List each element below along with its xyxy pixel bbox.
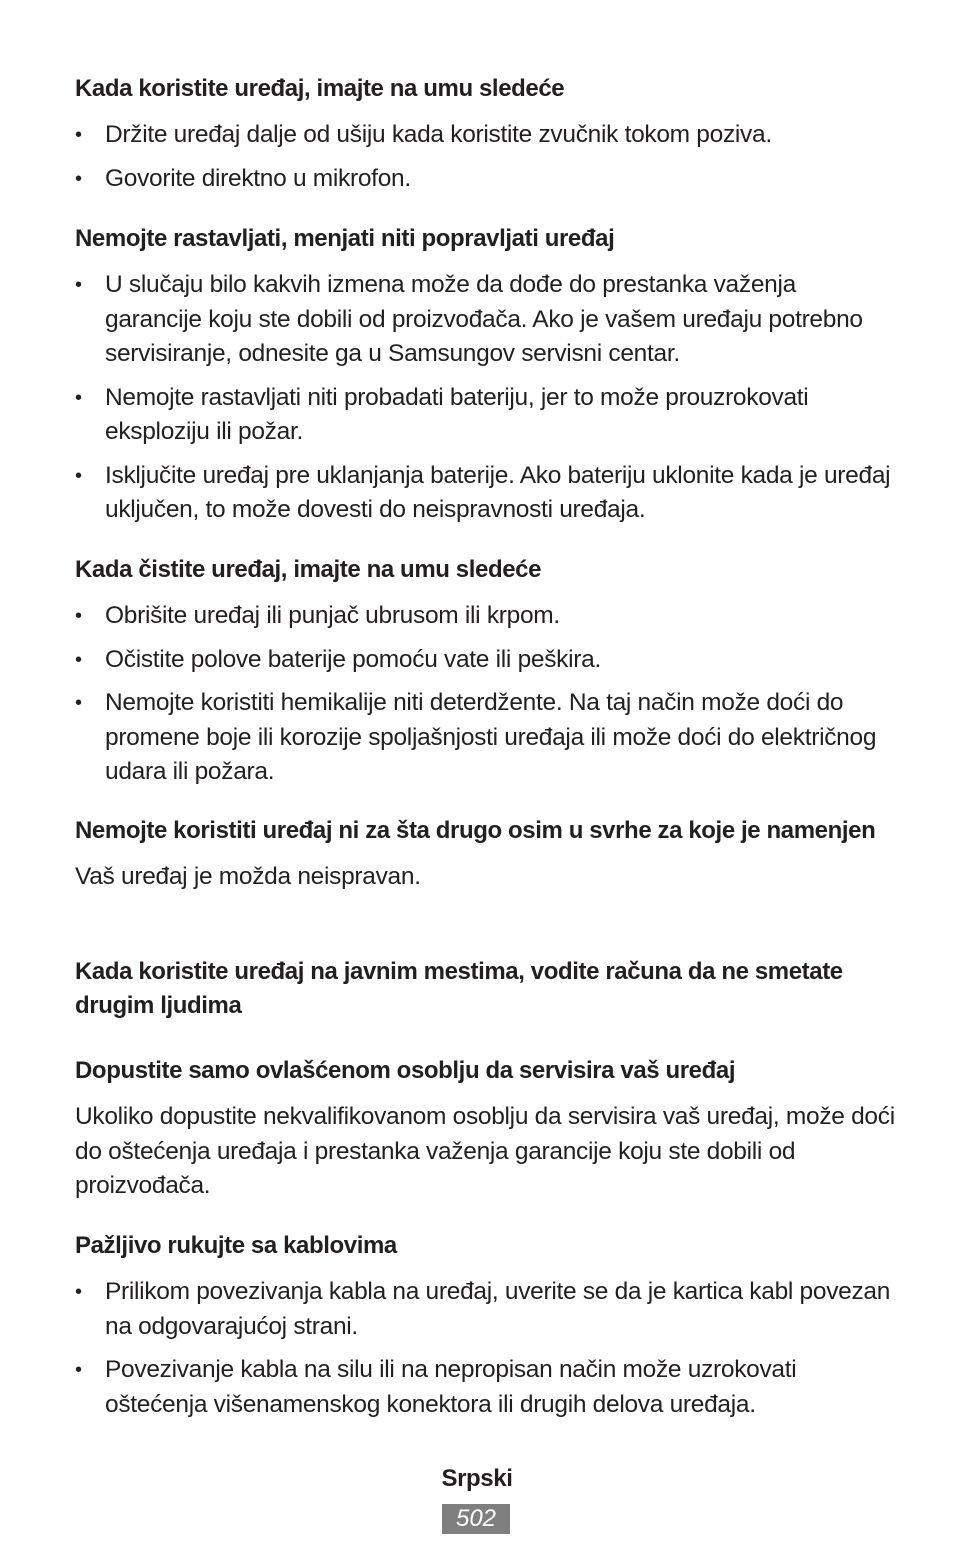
list-item-text: Obrišite uređaj ili punjač ubrusom ili krpom. xyxy=(105,602,560,629)
footer-language: Srpski xyxy=(441,1465,513,1492)
list-item xyxy=(75,599,895,634)
bullet-icon: • xyxy=(75,1281,82,1303)
list-item-text: Nemojte rastavljati niti probadati bateriju, jer to može prouzrokovati eksploziju ili požar. xyxy=(105,383,809,445)
list-item xyxy=(75,686,895,790)
list-item xyxy=(75,643,895,678)
bullet-icon: • xyxy=(75,124,82,146)
section-paragraph: Ukoliko dopustite nekvalifikovanom osoblju da servisira vaš uređaj, može doći do oštećenja uređaja i prestanka važenja garancije koju ste dobili od proizvođača. xyxy=(75,1103,895,1199)
list-item xyxy=(75,459,895,528)
list-item-text: U slučaju bilo kakvih izmena može da dođe do prestanka važenja garancije koju ste dobili od proizvođača. Ako je vašem uređaju potrebno servisiranje, odnesite ga u Samsungov servisni centar. xyxy=(105,271,863,367)
list-item xyxy=(75,1353,895,1422)
section-heading: Pažljivo rukujte sa kablovima xyxy=(75,1232,397,1259)
bullet-icon: • xyxy=(75,464,82,487)
section-heading: Dopustite samo ovlašćenom osoblju da servisira vaš uređaj xyxy=(75,1057,736,1084)
list-item xyxy=(75,1275,895,1344)
section-heading: Kada koristite uređaj na javnim mestima, vodite računa da ne smetate drugim ljudima xyxy=(75,958,843,1019)
bullet-icon: • xyxy=(75,692,82,714)
section-usage-precautions xyxy=(75,72,895,196)
section-public-places xyxy=(75,955,895,1023)
section-cleaning xyxy=(75,553,895,790)
list-item-text: Povezivanje kabla na silu ili na nepropisan način može uzrokovati oštećenja višenamenskog konektora ili drugih delova uređaja. xyxy=(105,1356,797,1418)
section-cables xyxy=(75,1229,895,1422)
section-heading: Kada koristite uređaj, imajte na umu sledeće xyxy=(75,75,565,102)
list-item xyxy=(75,162,895,197)
section-authorized-service xyxy=(75,1054,895,1204)
list-item xyxy=(75,268,895,372)
section-heading: Kada čistite uređaj, imajte na umu sledeće xyxy=(75,556,542,583)
bullet-list xyxy=(75,118,895,196)
bullet-icon: • xyxy=(75,648,82,671)
list-item-text: Očistite polove baterije pomoću vate ili peškira. xyxy=(105,645,601,673)
list-item xyxy=(75,118,895,153)
list-item-text: Prilikom povezivanja kabla na uređaj, uverite se da je kartica kabl povezan na odgovarajućoj strani. xyxy=(105,1278,891,1340)
list-item-text: Nemojte koristiti hemikalije niti deterdžente. Na taj način može doći do promene boje ili korozije spoljašnjosti uređaja ili može doći do električnog udara ili požara. xyxy=(105,689,877,785)
section-heading: Nemojte rastavljati, menjati niti popravljati uređaj xyxy=(75,225,615,252)
bullet-icon: • xyxy=(75,274,82,296)
bullet-list xyxy=(75,1275,895,1422)
section-intended-use xyxy=(75,814,895,895)
list-item-text: Govorite direktno u mikrofon. xyxy=(105,164,411,192)
bullet-list xyxy=(75,599,895,790)
bullet-icon: • xyxy=(75,386,82,409)
list-item xyxy=(75,381,895,450)
section-no-disassembly xyxy=(75,222,895,528)
list-item-text: Isključite uređaj pre uklanjanja baterije. Ako bateriju uklonite kada je uređaj uključen, to može dovesti do neispravnosti uređaja. xyxy=(105,461,891,523)
section-heading: Nemojte koristiti uređaj ni za šta drugo osim u svrhe za koje je namenjen xyxy=(75,817,876,844)
bullet-icon: • xyxy=(75,1359,82,1381)
bullet-icon: • xyxy=(75,605,82,627)
bullet-list xyxy=(75,268,895,528)
list-item-text: Držite uređaj dalje od ušiju kada koristite zvučnik tokom poziva. xyxy=(105,121,772,148)
page-number: 502 xyxy=(442,1504,510,1534)
section-paragraph: Vaš uređaj je možda neispravan. xyxy=(75,863,421,890)
bullet-icon: • xyxy=(75,167,82,190)
